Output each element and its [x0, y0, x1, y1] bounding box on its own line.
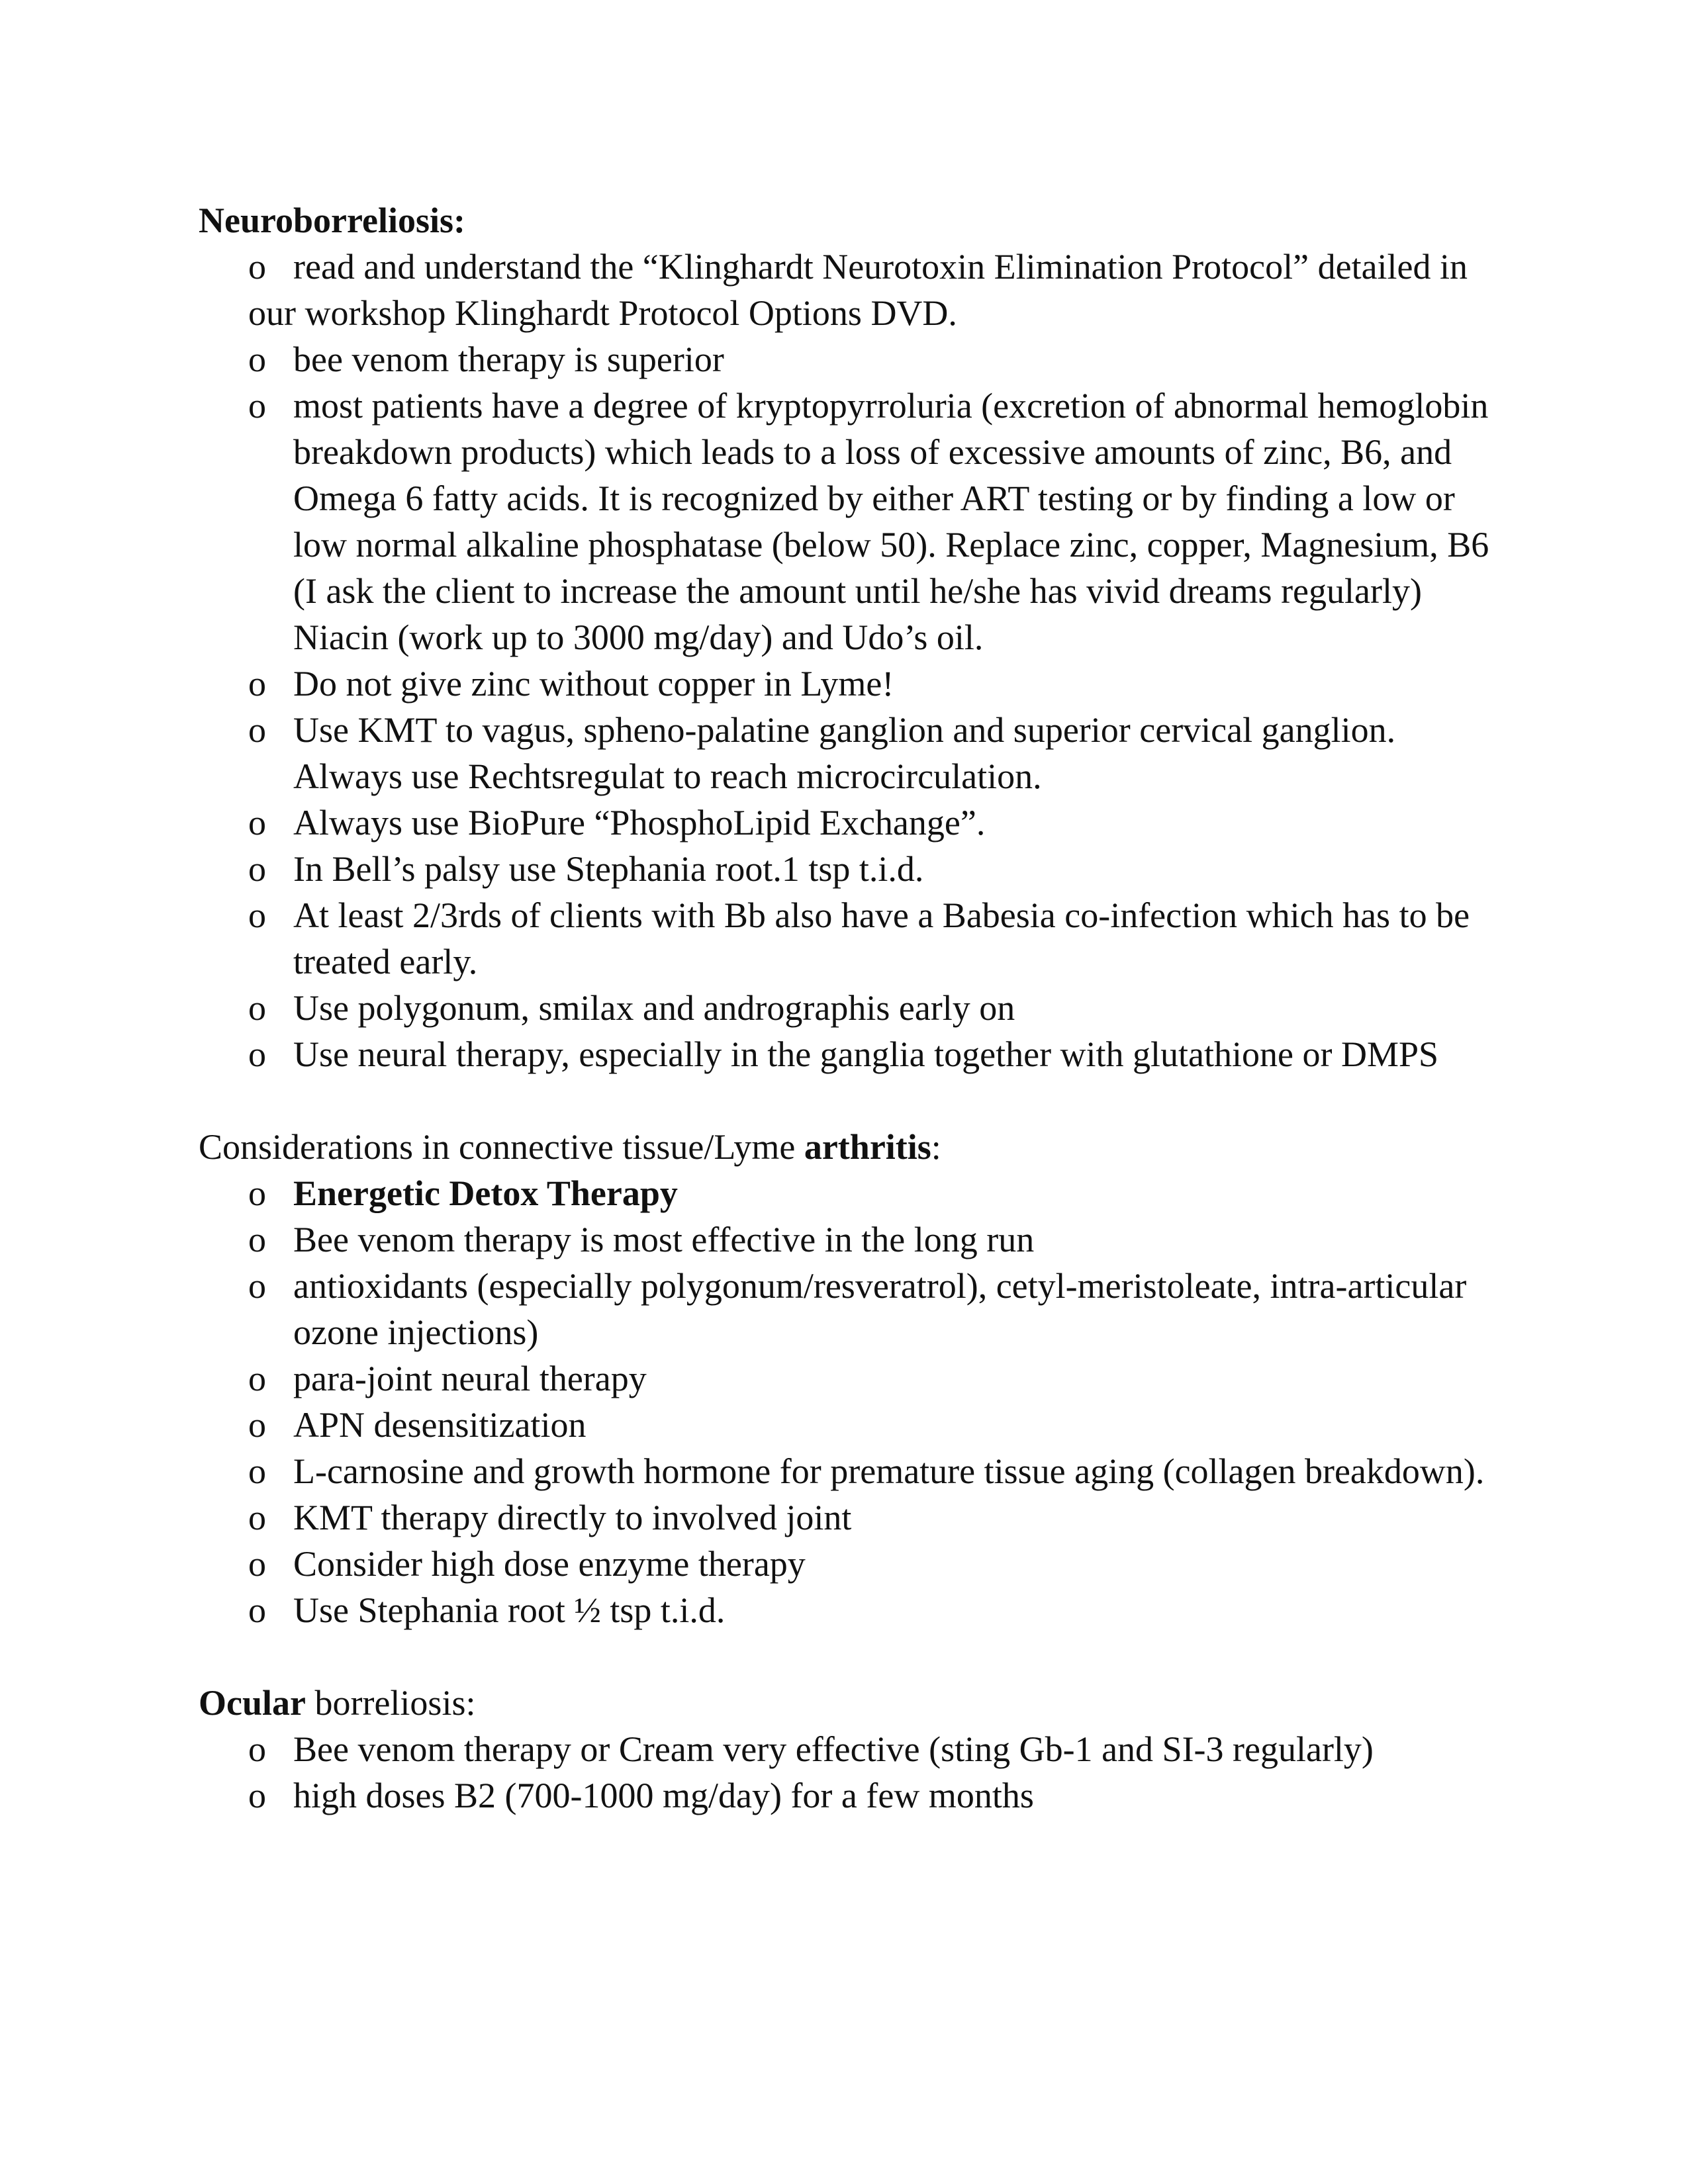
list-item-text: Use KMT to vagus, spheno-palatine ganglion and superior cervical ganglion. Always use Rechtsregulat to reach microcirculation. [293, 710, 1396, 796]
list-item [199, 892, 1509, 985]
bullet-icon: o [248, 1034, 266, 1074]
list-item-text: antioxidants (especially polygonum/resveratrol), cetyl-meristoleate, intra-articular ozone injections) [293, 1266, 1467, 1352]
list-item [199, 660, 1509, 707]
list-item [199, 244, 1509, 336]
bullet-list [199, 244, 1509, 1077]
document-content [199, 197, 1509, 1865]
list-item-text: para-joint neural therapy [293, 1359, 647, 1398]
list-item [199, 1726, 1509, 1772]
section-heading [199, 1124, 1509, 1170]
list-item [199, 336, 1509, 383]
list-item-text: KMT therapy directly to involved joint [293, 1498, 852, 1537]
bullet-icon: o [248, 664, 266, 704]
bullet-icon: o [248, 386, 266, 426]
list-item-text: bee venom therapy is superior [293, 340, 724, 379]
list-item-text: L-carnosine and growth hormone for premature tissue aging (collagen breakdown). [293, 1451, 1485, 1491]
list-item [199, 985, 1509, 1031]
bullet-icon: o [248, 1590, 266, 1630]
list-item [199, 383, 1509, 660]
list-item-text: Use Stephania root ½ tsp t.i.d. [293, 1590, 726, 1630]
list-item [199, 799, 1509, 846]
list-item [199, 1402, 1509, 1448]
list-item-text: APN desensitization [293, 1405, 586, 1445]
list-item-text: read and understand the “Klinghardt Neurotoxin Elimination Protocol” detailed in our workshop Klinghardt Protocol Options DVD. [248, 247, 1468, 333]
list-item-text: Consider high dose enzyme therapy [293, 1544, 806, 1584]
list-item-text: Use neural therapy, especially in the ganglia together with glutathione or DMPS [293, 1034, 1439, 1074]
bullet-icon: o [248, 895, 266, 935]
bullet-icon: o [248, 849, 266, 889]
list-item-text: Always use BioPure “PhosphoLipid Exchange”. [293, 803, 986, 842]
list-item [199, 1772, 1509, 1819]
list-item [199, 1216, 1509, 1263]
bullet-icon: o [248, 1173, 266, 1213]
list-item [199, 1587, 1509, 1633]
bullet-icon: o [248, 803, 266, 842]
section-neuroborreliosis [199, 197, 1509, 1077]
bullet-icon: o [248, 1359, 266, 1398]
bullet-icon: o [248, 1776, 266, 1815]
heading-bold-text: arthritis [804, 1127, 931, 1167]
section-ocular-borreliosis [199, 1680, 1509, 1819]
heading-text: borreliosis: [305, 1683, 476, 1723]
list-item [199, 1263, 1509, 1355]
heading-bold-text: Ocular [199, 1683, 306, 1723]
list-item-text: At least 2/3rds of clients with Bb also have a Babesia co-infection which has to be treated early. [293, 895, 1470, 981]
list-item-text: high doses B2 (700-1000 mg/day) for a few months [293, 1776, 1034, 1815]
bullet-icon: o [248, 1729, 266, 1769]
bullet-icon: o [248, 1544, 266, 1584]
bullet-icon: o [248, 710, 266, 750]
bullet-icon: o [248, 1266, 266, 1306]
bullet-icon: o [248, 1405, 266, 1445]
list-item-text: In Bell’s palsy use Stephania root.1 tsp t.i.d. [293, 849, 924, 889]
list-item [199, 1170, 1509, 1216]
bullet-list [199, 1170, 1509, 1633]
list-item [199, 1355, 1509, 1402]
bullet-icon: o [248, 340, 266, 379]
section-lyme-arthritis [199, 1124, 1509, 1633]
list-item [199, 1494, 1509, 1541]
bullet-list [199, 1726, 1509, 1819]
list-item-text: Bee venom therapy is most effective in the long run [293, 1220, 1035, 1259]
bullet-icon: o [248, 1220, 266, 1259]
list-item [199, 1448, 1509, 1494]
bullet-icon: o [248, 988, 266, 1028]
list-item [199, 1541, 1509, 1587]
list-item-text: Do not give zinc without copper in Lyme! [293, 664, 894, 704]
list-item [199, 707, 1509, 799]
list-item-text: Use polygonum, smilax and andrographis early on [293, 988, 1015, 1028]
list-item-text: Bee venom therapy or Cream very effective (sting Gb-1 and SI-3 regularly) [293, 1729, 1374, 1769]
list-item [199, 1031, 1509, 1077]
section-heading: Neuroborreliosis: [199, 201, 465, 240]
bullet-icon: o [248, 1498, 266, 1537]
bullet-icon: o [248, 247, 266, 287]
heading-suffix: : [931, 1127, 941, 1167]
heading-text: Considerations in connective tissue/Lyme [199, 1127, 804, 1167]
list-item [199, 846, 1509, 892]
bullet-icon: o [248, 1451, 266, 1491]
list-item-text: most patients have a degree of kryptopyrroluria (excretion of abnormal hemoglobin breakdown products) which leads to a loss of excessive amounts of zinc, B6, and Omega 6 fatty acids. It is recognized by either ART testing or by finding a low or low normal alkaline phosphatase (below 50). Replace zinc, copper, Magnesium, B6 (I ask the client to increase the amount until he/she has vivid dreams regularly) Niacin (work up to 3000 mg/day) and Udo’s oil. [293, 386, 1489, 657]
list-item-text: Energetic Detox Therapy [293, 1173, 678, 1213]
section-heading [199, 1680, 1509, 1726]
